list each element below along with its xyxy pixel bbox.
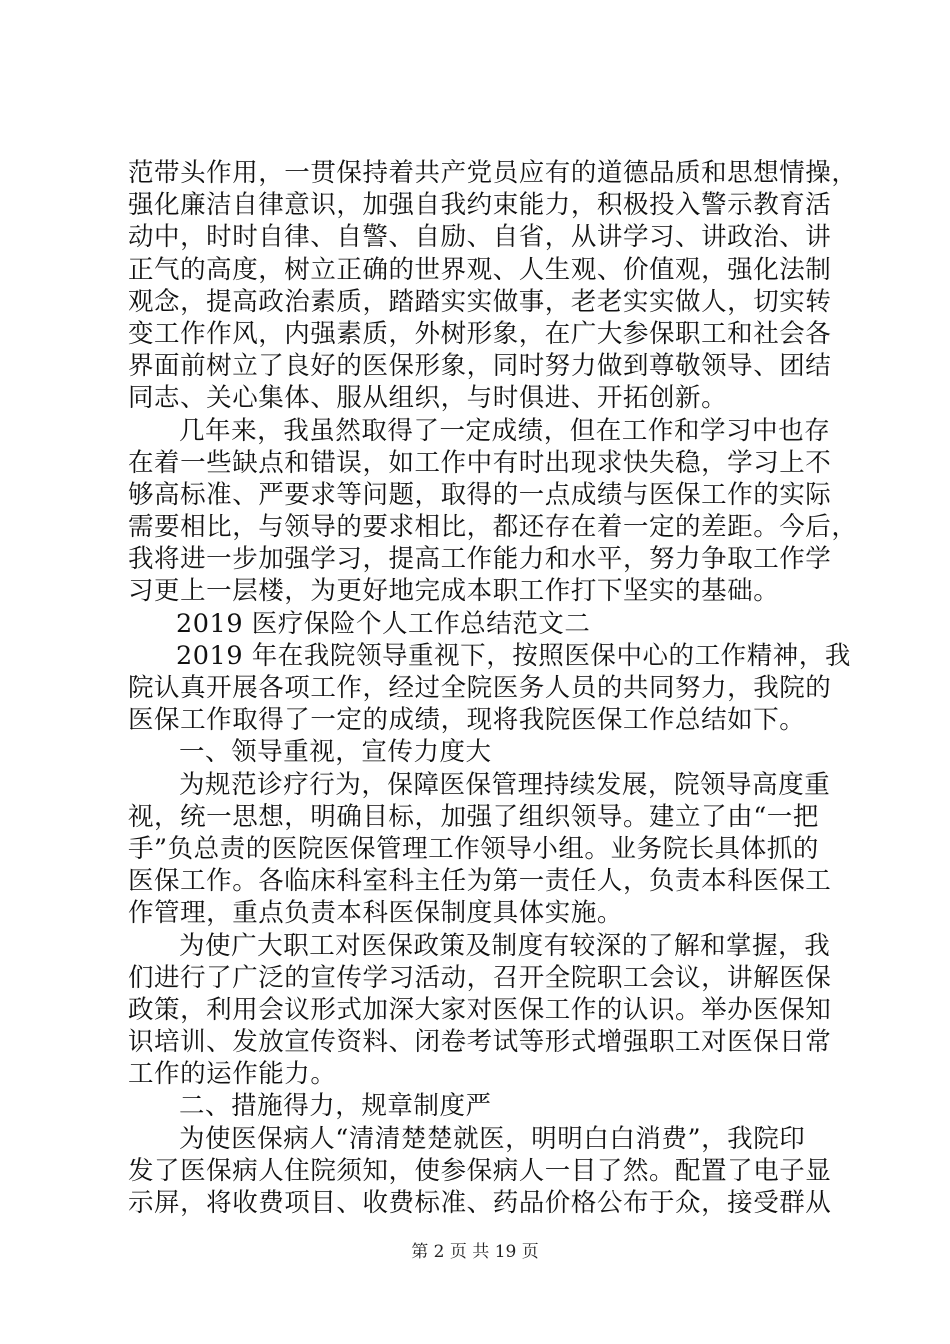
text-line: 医保工作。各临床科室科主任为第一责任人，负责本科医保工	[128, 866, 832, 897]
text-line: 观念，提高政治素质，踏踏实实做事，老老实实做人，切实转	[128, 286, 832, 317]
text-line: 强化廉洁自律意识，加强自我约束能力，积极投入警示教育活	[128, 190, 832, 221]
text-line: 识培训、发放宣传资料、闭卷考试等形式增强职工对医保日常	[128, 1027, 832, 1058]
page-footer	[0, 1242, 950, 1262]
paragraph	[128, 415, 858, 608]
paragraph	[128, 769, 832, 930]
text-line: 几年来，我虽然取得了一定成绩，但在工作和学习中也存	[179, 415, 831, 446]
paragraph	[128, 157, 858, 415]
subheading	[128, 736, 828, 768]
text-line: 范带头作用，一贯保持着共产党员应有的道德品质和思想情操，	[128, 158, 858, 188]
text-line: 政策，利用会议形式加深大家对医保工作的认识。举办医保知	[128, 994, 832, 1025]
text-line: 在着一些缺点和错误，如工作中有时出现求快失稳，学习上不	[128, 447, 832, 478]
text-line: 们进行了广泛的宣传学习活动，召开全院职工会议，讲解医保	[128, 962, 832, 993]
text-line: 界面前树立了良好的医保形象，同时努力做到尊敬领导、团结	[128, 351, 832, 382]
text-line: 手”负总责的医院医保管理工作领导小组。业务院长具体抓的	[128, 833, 819, 864]
text-line: 同志、关心集体、服从组织，与时俱进、开拓创新。	[128, 383, 728, 414]
text-line: 正气的高度，树立正确的世界观、人生观、价值观，强化法制	[128, 254, 832, 285]
paragraph	[128, 930, 832, 1091]
text-line: 为使广大职工对医保政策及制度有较深的了解和掌握，我	[179, 930, 831, 961]
text-line: 作管理，重点负责本科医保制度具体实施。	[128, 898, 623, 929]
text-line: 医保工作取得了一定的成绩，现将我院医保工作总结如下。	[128, 705, 806, 736]
text-line: 够高标准、严要求等问题，取得的一点成绩与医保工作的实际	[128, 479, 832, 510]
text-line: 变工作作风，内强素质，外树形象，在广大参保职工和社会各	[128, 318, 832, 349]
text-line: 为规范诊疗行为，保障医保管理持续发展，院领导高度重	[179, 769, 831, 800]
text-line: 视，统一思想，明确目标，加强了组织领导。建立了由“一把	[128, 801, 819, 832]
section-title	[128, 608, 828, 640]
text-line: 2019 年在我院领导重视下，按照医保中心的工作精神，我	[176, 640, 851, 671]
paragraph	[128, 1123, 832, 1220]
subheading-line: 二、措施得力，规章制度严	[179, 1091, 492, 1122]
document-body	[128, 157, 858, 1219]
text-line: 我将进一步加强学习，提高工作能力和水平，努力争取工作学	[128, 544, 832, 575]
subheading-line: 一、领导重视，宣传力度大	[179, 737, 492, 768]
page-number: 第 2 页 共 19 页	[411, 1242, 539, 1262]
text-line: 发了医保病人住院须知，使参保病人一目了然。配置了电子显	[128, 1155, 832, 1186]
text-line: 示屏，将收费项目、收费标准、药品价格公布于众，接受群从	[128, 1188, 832, 1218]
text-line: 动中，时时自律、自警、自励、自省，从讲学习、讲政治、讲	[128, 222, 832, 253]
paragraph	[128, 640, 851, 737]
section-title-line: 2019 医疗保险个人工作总结范文二	[176, 608, 591, 639]
text-line: 工作的运作能力。	[128, 1059, 337, 1090]
subheading	[128, 1090, 828, 1122]
text-line: 需要相比，与领导的要求相比，都还存在着一定的差距。今后，	[128, 512, 858, 543]
text-line: 为使医保病人“清清楚楚就医，明明白白消费”，我院印	[179, 1123, 806, 1154]
text-line: 院认真开展各项工作，经过全院医务人员的共同努力，我院的	[128, 673, 832, 703]
text-line: 习更上一层楼，为更好地完成本职工作打下坚实的基础。	[128, 576, 780, 607]
